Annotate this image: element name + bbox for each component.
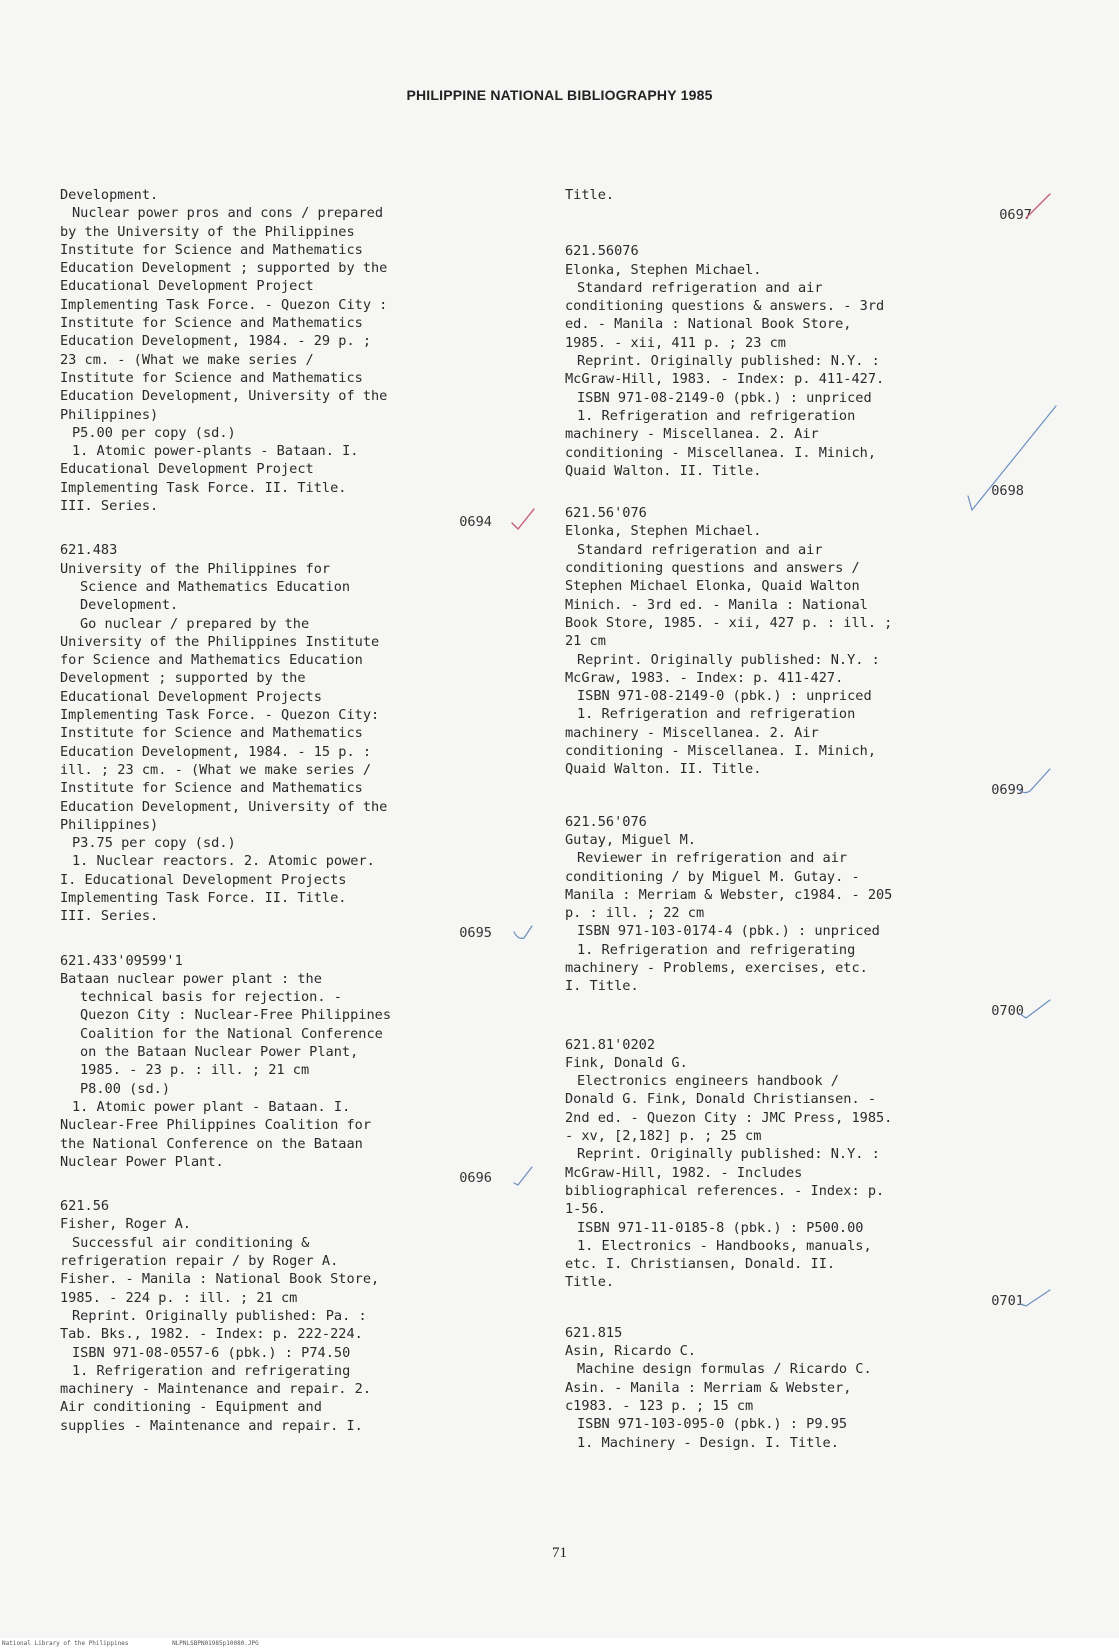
entry-line: Reviewer in refrigeration and air [577,850,848,867]
entry-line: Implementing Task Force. - Quezon City: [60,707,380,724]
entry-line: c1983. - 123 p. ; 15 cm [565,1397,754,1414]
entry-0700 [565,813,1024,1019]
entry-line: bibliographical references. - Index: p. [565,1182,885,1199]
entry-line: Standard refrigeration and air [577,541,823,558]
entry-line: Institute for Science and Mathematics [60,369,363,386]
entry-line: Quaid Walton. II. Title. [565,462,762,479]
entry-line: Nuclear power pros and cons / prepared [72,205,383,222]
entry-line: Air conditioning - Equipment and [60,1399,322,1416]
entry-line: 1. Refrigeration and refrigeration [577,706,856,723]
scan-library: National Library of the Philippines [2,1640,129,1647]
entry-line: Successful air conditioning & [72,1234,310,1251]
entry-line: 1. Nuclear reactors. 2. Atomic power. [72,853,375,870]
entry-line: conditioning questions and answers / [565,560,860,577]
class-number: 621.56076 [565,243,639,260]
entry-0701 [565,1036,1024,1310]
entry-line: I. Title. [565,978,639,995]
entry-line: 1. Electronics - Handbooks, manuals, [577,1237,872,1254]
entry-line: Education Development ; supported by the [60,260,388,277]
entry-line: Go nuclear / prepared by the [80,615,310,632]
entry-line: Nuclear Power Plant. [60,1153,224,1170]
entry-line: by the University of the Philippines [60,223,355,240]
class-number: 621.56'076 [565,813,647,830]
entry-line: machinery - Problems, exercises, etc. [565,959,868,976]
entry-line: machinery - Maintenance and repair. 2. [60,1381,371,1398]
right-column [565,186,1032,1452]
entry-line: McGraw-Hill, 1982. - Includes [565,1164,803,1181]
class-number: 621.56'076 [565,505,647,522]
entry-line: Educational Development Project [60,278,314,295]
entry-number: 0697 [999,207,1032,224]
entry-line: Implementing Task Force. II. Title. [60,889,347,906]
entry-line: p. : ill. ; 22 cm [565,905,705,922]
class-number: 621.81'0202 [565,1036,656,1053]
entry-line: ISBN 971-11-0185-8 (pbk.) : P500.00 [577,1219,864,1236]
entry-line: 1. Refrigeration and refrigerating [72,1362,351,1379]
entry-line: Science and Mathematics Education [80,578,351,595]
page-header: PHILIPPINE NATIONAL BIBLIOGRAPHY 1985 [406,87,713,103]
left-column [60,186,530,1435]
entry-asin [565,1324,1010,1452]
entry-0695 [60,541,530,943]
entry-line: for Science and Mathematics Education [60,652,363,669]
entry-line: Coalition for the National Conference [80,1025,383,1042]
entry-line: Title. [565,187,615,203]
entry-number: 0698 [991,483,1024,500]
entry-line: P8.00 (sd.) [80,1080,171,1097]
entry-line: Stephen Michael Elonka, Quaid Walton [565,578,860,595]
entry-line: Educational Development Projects [60,688,322,705]
entry-line: 1985. - 23 p. : ill. ; 21 cm [80,1062,310,1079]
entry-line: Reprint. Originally published: N.Y. : [577,651,880,668]
entry-line: Elonka, Stephen Michael. [565,523,762,540]
entry-line: ed. - Manila : National Book Store, [565,316,852,333]
entry-line: ISBN 971-08-0557-6 (pbk.) : P74.50 [72,1344,351,1361]
entry-line: Institute for Science and Mathematics [60,725,363,742]
entry-line: 1. Atomic power-plants - Bataan. I. [72,443,359,460]
entry-line: supplies - Maintenance and repair. I. [60,1417,363,1434]
checkmark-icon [1016,992,1054,1022]
entry-line: Minich. - 3rd ed. - Manila : National [565,596,868,613]
page-number: 71 [552,1545,567,1561]
entry-line: Standard refrigeration and air [577,279,823,296]
entry-line: 1. Refrigeration and refrigerating [577,941,856,958]
checkmark-icon [510,920,536,944]
entry-line: III. Series. [60,908,159,925]
entry-line: I. Educational Development Projects [60,871,347,888]
class-number: 621.483 [60,542,118,559]
entry-line: machinery - Miscellanea. 2. Air [565,426,819,443]
entry-line: 1. Refrigeration and refrigeration [577,407,856,424]
entry-line: ISBN 971-08-2149-0 (pbk.) : unpriced [577,389,872,406]
entry-line: Reprint. Originally published: Pa. : [72,1307,367,1324]
entry-line: Quezon City : Nuclear-Free Philippines [80,1007,391,1024]
entry-line: Reprint. Originally published: N.Y. : [577,353,880,370]
entry-line: Book Store, 1985. - xii, 427 p. : ill. ; [565,614,893,631]
entry-line: Fisher, Roger A. [60,1216,191,1233]
entry-line: Educational Development Project [60,461,314,478]
entry-line: Development ; supported by the [60,670,306,687]
entry-line: Fisher. - Manila : National Book Store, [60,1271,380,1288]
entry-line: Elonka, Stephen Michael. [565,261,762,278]
entry-line: P3.75 per copy (sd.) [72,835,236,852]
entry-line: Philippines) [60,816,159,833]
entry-line: University of the Philippines for [60,560,331,577]
entry-line: Donald G. Fink, Donald Christiansen. - [565,1091,876,1108]
entry-line: technical basis for rejection. - [80,989,342,1006]
entry-line: 2nd ed. - Quezon City : JMC Press, 1985. [565,1109,893,1126]
entry-line: Quaid Walton. II. Title. [565,761,762,778]
entry-fisher [60,1197,530,1435]
entry-line: the National Conference on the Bataan [60,1135,363,1152]
entry-number: 0696 [459,1170,492,1187]
class-number: 621.815 [565,1324,623,1341]
checkmark-icon [962,400,1062,518]
entry-line: 1985. - xii, 411 p. ; 23 cm [565,334,786,351]
entry-number: 0700 [991,1002,1024,1019]
entry-line: P5.00 per copy (sd.) [72,424,236,441]
entry-line: Fink, Donald G. [565,1054,688,1071]
class-number: 621.433'09599'1 [60,952,183,969]
entry-line: Electronics engineers handbook / [577,1073,839,1090]
entry-line: Reprint. Originally published: N.Y. : [577,1146,880,1163]
entry-line: Asin, Ricardo C. [565,1343,696,1360]
entry-line: Tab. Bks., 1982. - Index: p. 222-224. [60,1326,363,1343]
entry-number: 0694 [459,514,492,531]
entry-line: ISBN 971-103-095-0 (pbk.) : P9.95 [577,1416,848,1433]
entry-line: ill. ; 23 cm. - (What we make series / [60,761,371,778]
entry-line: Development. [60,187,159,203]
entry-line: Implementing Task Force. II. Title. [60,479,347,496]
entry-line: conditioning - Miscellanea. I. Minich, [565,444,876,461]
entry-line: Institute for Science and Mathematics [60,241,363,258]
entry-number: 0699 [991,781,1024,798]
entry-line: 1. Atomic power plant - Bataan. I. [72,1098,351,1115]
entry-line: conditioning questions & answers. - 3rd [565,298,885,315]
entry-line: Bataan nuclear power plant : the [60,970,322,987]
entry-line: Asin. - Manila : Merriam & Webster, [565,1379,852,1396]
entry-number: 0695 [459,924,492,941]
checkmark-icon [508,505,538,533]
entry-line: etc. I. Christiansen, Donald. II. [565,1256,836,1273]
entry-line: Philippines) [60,406,159,423]
checkmark-icon [1014,765,1054,799]
entry-line: - xv, [2,182] p. ; 25 cm [565,1128,762,1145]
class-number: 621.56 [60,1198,110,1215]
entry-number: 0701 [991,1292,1024,1309]
entry-line: 1985. - 224 p. : ill. ; 21 cm [60,1289,298,1306]
entry-line: on the Bataan Nuclear Power Plant, [80,1044,359,1061]
entry-line: Manila : Merriam & Webster, c1984. - 205 [565,886,893,903]
entry-line: McGraw-Hill, 1983. - Index: p. 411-427. [565,371,885,388]
checkmark-icon [1024,192,1054,228]
entry-0696 [60,952,530,1190]
entry-line: 23 cm. - (What we make series / [60,351,314,368]
entry-line: 21 cm [565,633,606,650]
checkmark-icon [510,1163,536,1189]
entry-line: University of the Philippines Institute [60,633,380,650]
entry-line: Development. [80,597,179,614]
entry-line: Institute for Science and Mathematics [60,315,363,332]
entry-line: III. Series. [60,498,159,515]
entry-line: McGraw, 1983. - Index: p. 411-427. [565,669,844,686]
entry-line: conditioning - Miscellanea. I. Minich, [565,743,876,760]
entry-line: Education Development, 1984. - 29 p. ; [60,333,371,350]
entry-0697 [565,186,1032,228]
entry-line: Education Development, University of the [60,388,388,405]
scan-footer [0,1638,1119,1650]
entry-line: Machine design formulas / Ricardo C. [577,1361,872,1378]
entry-line: refrigeration repair / by Roger A. [60,1253,339,1270]
entry-line: 1-56. [565,1201,606,1218]
entry-line: conditioning / by Miguel M. Gutay. - [565,868,860,885]
scan-file: NLPNLSBPN01985p10080.JPG [172,1640,259,1647]
entry-line: Education Development, University of the [60,798,388,815]
checkmark-icon [1016,1284,1054,1312]
entry-line: Nuclear-Free Philippines Coalition for [60,1117,371,1134]
entry-line: ISBN 971-103-0174-4 (pbk.) : unpriced [577,923,880,940]
entry-0698 [565,242,1024,500]
entry-line: ISBN 971-08-2149-0 (pbk.) : unpriced [577,688,872,705]
entry-line: Education Development, 1984. - 15 p. : [60,743,371,760]
entry-line: Implementing Task Force. - Quezon City : [60,296,388,313]
entry-line: 1. Machinery - Design. I. Title. [577,1434,839,1451]
entry-line: Institute for Science and Mathematics [60,780,363,797]
entry-0699 [565,504,1024,798]
entry-line: machinery - Miscellanea. 2. Air [565,724,819,741]
entry-line: Gutay, Miguel M. [565,831,696,848]
entry-line: Title. [565,1274,615,1291]
entry-0694 [60,186,530,533]
